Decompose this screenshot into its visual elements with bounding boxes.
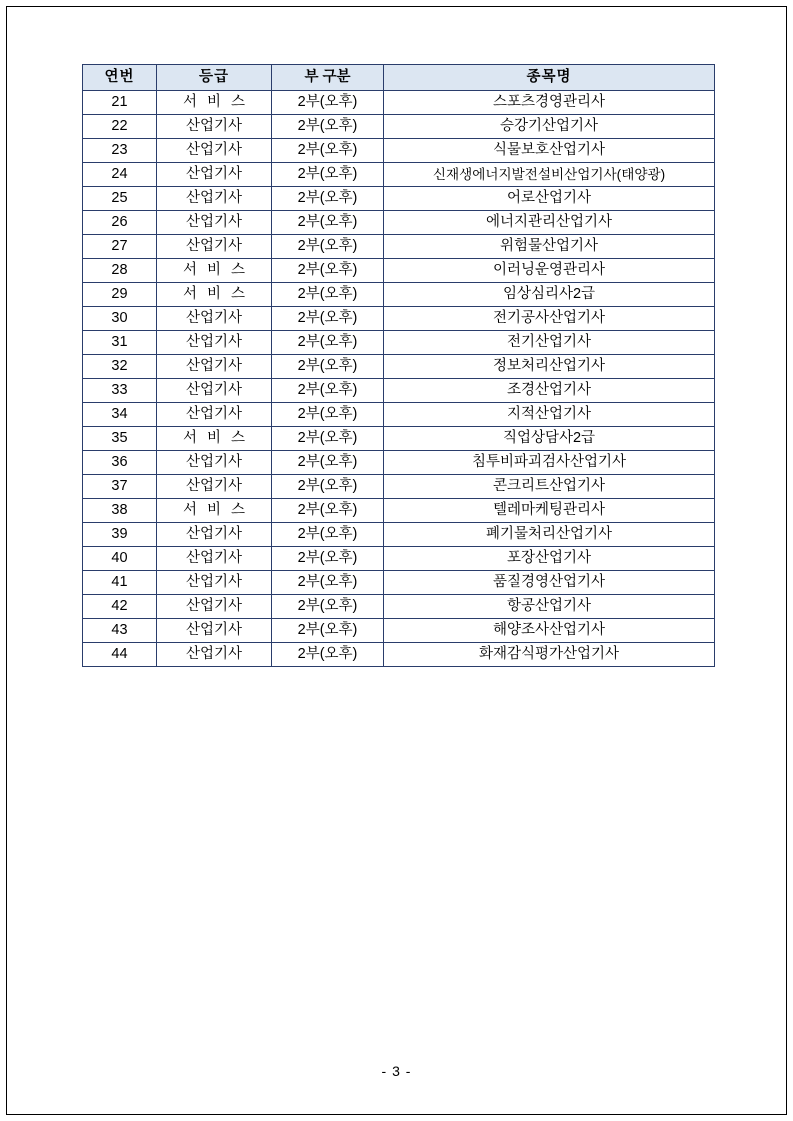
cell-grade: 산업기사 (157, 379, 272, 403)
cell-no: 39 (83, 523, 157, 547)
cell-part: 2부(오후) (272, 451, 384, 475)
table-row (83, 499, 715, 523)
cell-no: 43 (83, 619, 157, 643)
cell-name: 직업상담사2급 (384, 427, 715, 451)
table-row (83, 619, 715, 643)
cell-part: 2부(오후) (272, 283, 384, 307)
cell-grade: 산업기사 (157, 475, 272, 499)
table-row (83, 307, 715, 331)
cell-name: 조경산업기사 (384, 379, 715, 403)
cell-part: 2부(오후) (272, 595, 384, 619)
cell-no: 36 (83, 451, 157, 475)
cell-part: 2부(오후) (272, 427, 384, 451)
table-row (83, 547, 715, 571)
cell-no: 21 (83, 91, 157, 115)
cell-name: 에너지관리산업기사 (384, 211, 715, 235)
cell-no: 34 (83, 403, 157, 427)
column-header-grade: 등급 (157, 65, 272, 91)
cell-grade: 산업기사 (157, 163, 272, 187)
cell-no: 32 (83, 355, 157, 379)
table-row (83, 427, 715, 451)
column-header-name: 종목명 (384, 65, 715, 91)
cell-no: 24 (83, 163, 157, 187)
cell-part: 2부(오후) (272, 571, 384, 595)
cell-part: 2부(오후) (272, 307, 384, 331)
cell-name: 전기공사산업기사 (384, 307, 715, 331)
cell-name: 포장산업기사 (384, 547, 715, 571)
cell-grade: 산업기사 (157, 571, 272, 595)
table-header-row (83, 65, 715, 91)
cell-part: 2부(오후) (272, 331, 384, 355)
certification-table-container (82, 64, 714, 667)
table-row (83, 403, 715, 427)
cell-grade: 산업기사 (157, 187, 272, 211)
cell-grade: 산업기사 (157, 619, 272, 643)
cell-no: 30 (83, 307, 157, 331)
cell-part: 2부(오후) (272, 115, 384, 139)
cell-grade: 산업기사 (157, 307, 272, 331)
cell-part: 2부(오후) (272, 403, 384, 427)
cell-no: 37 (83, 475, 157, 499)
cell-part: 2부(오후) (272, 547, 384, 571)
cell-no: 35 (83, 427, 157, 451)
table-row (83, 91, 715, 115)
cell-name: 항공산업기사 (384, 595, 715, 619)
cell-no: 40 (83, 547, 157, 571)
cell-grade: 산업기사 (157, 643, 272, 667)
cell-grade: 서 비 스 (157, 91, 272, 115)
cell-name: 전기산업기사 (384, 331, 715, 355)
cell-part: 2부(오후) (272, 355, 384, 379)
table-row (83, 475, 715, 499)
cell-name: 지적산업기사 (384, 403, 715, 427)
cell-part: 2부(오후) (272, 259, 384, 283)
cell-part: 2부(오후) (272, 475, 384, 499)
column-header-no: 연번 (83, 65, 157, 91)
cell-name: 화재감식평가산업기사 (384, 643, 715, 667)
cell-grade: 서 비 스 (157, 283, 272, 307)
cell-part: 2부(오후) (272, 499, 384, 523)
cell-part: 2부(오후) (272, 187, 384, 211)
table-row (83, 211, 715, 235)
table-row (83, 283, 715, 307)
cell-grade: 산업기사 (157, 451, 272, 475)
table-row (83, 235, 715, 259)
cell-no: 44 (83, 643, 157, 667)
cell-part: 2부(오후) (272, 523, 384, 547)
cell-grade: 산업기사 (157, 235, 272, 259)
cell-grade: 산업기사 (157, 139, 272, 163)
cell-grade: 산업기사 (157, 595, 272, 619)
cell-no: 22 (83, 115, 157, 139)
table-row (83, 331, 715, 355)
cell-no: 41 (83, 571, 157, 595)
cell-name: 어로산업기사 (384, 187, 715, 211)
cell-name: 해양조사산업기사 (384, 619, 715, 643)
page-number: - 3 - (381, 1063, 412, 1079)
table-row (83, 643, 715, 667)
cell-name: 임상심리사2급 (384, 283, 715, 307)
cell-no: 29 (83, 283, 157, 307)
table-row (83, 523, 715, 547)
cell-name: 식물보호산업기사 (384, 139, 715, 163)
cell-no: 31 (83, 331, 157, 355)
cell-grade: 산업기사 (157, 355, 272, 379)
certification-table (82, 64, 715, 667)
cell-grade: 산업기사 (157, 403, 272, 427)
cell-name: 정보처리산업기사 (384, 355, 715, 379)
cell-part: 2부(오후) (272, 211, 384, 235)
table-row (83, 115, 715, 139)
cell-grade: 산업기사 (157, 211, 272, 235)
table-row (83, 379, 715, 403)
cell-part: 2부(오후) (272, 91, 384, 115)
cell-part: 2부(오후) (272, 235, 384, 259)
table-row (83, 139, 715, 163)
table-row (83, 355, 715, 379)
cell-no: 25 (83, 187, 157, 211)
cell-name: 스포츠경영관리사 (384, 91, 715, 115)
cell-name: 폐기물처리산업기사 (384, 523, 715, 547)
cell-grade: 산업기사 (157, 331, 272, 355)
cell-name: 텔레마케팅관리사 (384, 499, 715, 523)
cell-name: 품질경영산업기사 (384, 571, 715, 595)
cell-grade: 서 비 스 (157, 259, 272, 283)
cell-no: 38 (83, 499, 157, 523)
cell-no: 27 (83, 235, 157, 259)
cell-no: 42 (83, 595, 157, 619)
cell-grade: 서 비 스 (157, 427, 272, 451)
cell-name: 신재생에너지발전설비산업기사(태양광) (384, 163, 715, 187)
table-row (83, 187, 715, 211)
table-row (83, 259, 715, 283)
cell-part: 2부(오후) (272, 643, 384, 667)
cell-name: 침투비파괴검사산업기사 (384, 451, 715, 475)
cell-name: 위험물산업기사 (384, 235, 715, 259)
cell-grade: 산업기사 (157, 547, 272, 571)
table-row (83, 571, 715, 595)
cell-grade: 서 비 스 (157, 499, 272, 523)
table-row (83, 595, 715, 619)
cell-name: 이러닝운영관리사 (384, 259, 715, 283)
cell-grade: 산업기사 (157, 523, 272, 547)
cell-no: 33 (83, 379, 157, 403)
cell-no: 23 (83, 139, 157, 163)
cell-part: 2부(오후) (272, 379, 384, 403)
table-row (83, 451, 715, 475)
cell-no: 28 (83, 259, 157, 283)
table-row (83, 163, 715, 187)
cell-grade: 산업기사 (157, 115, 272, 139)
cell-part: 2부(오후) (272, 163, 384, 187)
cell-no: 26 (83, 211, 157, 235)
cell-part: 2부(오후) (272, 619, 384, 643)
cell-name: 콘크리트산업기사 (384, 475, 715, 499)
table-body (83, 91, 715, 667)
column-header-part: 부 구분 (272, 65, 384, 91)
cell-name: 승강기산업기사 (384, 115, 715, 139)
cell-part: 2부(오후) (272, 139, 384, 163)
